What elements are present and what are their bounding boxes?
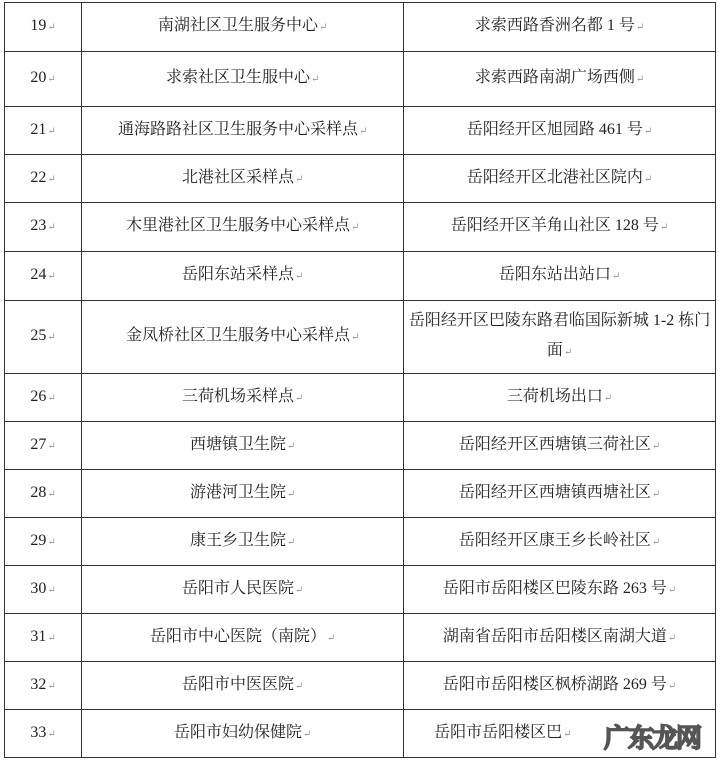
paragraph-mark-icon: ↵ — [47, 125, 56, 137]
site-name-cell — [82, 107, 404, 155]
table-row — [5, 155, 716, 203]
paragraph-mark-icon: ↵ — [47, 488, 56, 500]
paragraph-mark-icon: ↵ — [47, 22, 56, 33]
site-address: 岳阳市岳阳楼区枫桥湖路 269 号 — [442, 675, 667, 693]
row-number-cell — [5, 518, 82, 566]
site-name-cell — [82, 252, 404, 301]
paragraph-mark-icon: ↵ — [563, 347, 573, 358]
row-number: 33 — [30, 723, 47, 741]
row-number-cell — [5, 470, 82, 518]
site-address: 求索西路南湖广场西侧 — [474, 69, 635, 86]
row-number-cell — [5, 662, 82, 710]
paragraph-mark-icon: ↵ — [47, 271, 56, 282]
site-address-cell — [404, 3, 716, 52]
site-name: 岳阳市妇幼保健院 — [173, 723, 302, 741]
row-number: 21 — [30, 120, 47, 138]
paragraph-mark-icon: ↵ — [667, 680, 677, 692]
table-row — [5, 52, 716, 107]
site-name: 康王乡卫生院 — [189, 531, 286, 549]
site-name: 木里港社区卫生服务中心采样点 — [125, 217, 350, 234]
row-number-cell — [5, 710, 82, 758]
row-number: 25 — [30, 327, 47, 344]
paragraph-mark-icon: ↵ — [286, 536, 296, 548]
table-row — [5, 3, 716, 52]
paragraph-mark-icon: ↵ — [47, 392, 56, 404]
site-name-cell — [82, 566, 404, 614]
paragraph-mark-icon: ↵ — [651, 488, 661, 500]
site-address-cell — [404, 155, 716, 203]
site-name-cell — [82, 518, 404, 566]
table-body — [5, 3, 716, 758]
table-row — [5, 374, 716, 422]
site-name: 南湖社区卫生服务中心 — [157, 17, 318, 34]
row-number: 32 — [30, 675, 47, 693]
site-name-cell — [82, 662, 404, 710]
paragraph-mark-icon: ↵ — [326, 632, 336, 644]
paragraph-mark-icon: ↵ — [635, 74, 645, 85]
site-address-cell — [404, 614, 716, 662]
testing-sites-table — [4, 2, 716, 758]
row-number: 31 — [30, 627, 47, 645]
paragraph-mark-icon: ↵ — [47, 440, 56, 452]
site-address-cell — [404, 470, 716, 518]
table-row — [5, 566, 716, 614]
table-row — [5, 614, 716, 662]
paragraph-mark-icon: ↵ — [47, 173, 56, 185]
row-number-cell — [5, 203, 82, 252]
paragraph-mark-icon: ↵ — [350, 222, 360, 233]
site-address-cell — [404, 662, 716, 710]
site-name-cell — [82, 422, 404, 470]
table-row — [5, 252, 716, 301]
site-address: 湖南省岳阳市岳阳楼区南湖大道 — [442, 627, 667, 645]
row-number: 23 — [30, 217, 47, 234]
site-address-cell — [404, 301, 716, 374]
paragraph-mark-icon: ↵ — [350, 332, 360, 343]
row-number-cell — [5, 301, 82, 374]
site-address: 岳阳经开区西塘镇三荷社区 — [458, 435, 651, 453]
site-name-cell — [82, 301, 404, 374]
site-name: 求索社区卫生服中心 — [165, 69, 310, 86]
row-number-cell — [5, 374, 82, 422]
paragraph-mark-icon: ↵ — [294, 271, 304, 282]
site-name-cell — [82, 374, 404, 422]
site-name: 北港社区采样点 — [181, 168, 294, 186]
row-number-cell — [5, 52, 82, 107]
site-address-cell — [404, 374, 716, 422]
paragraph-mark-icon: ↵ — [603, 392, 613, 404]
row-number: 20 — [30, 69, 47, 86]
row-number-cell — [5, 155, 82, 203]
paragraph-mark-icon: ↵ — [294, 680, 304, 692]
paragraph-mark-icon: ↵ — [563, 728, 572, 740]
site-address-cell — [404, 52, 716, 107]
site-name-cell — [82, 52, 404, 107]
paragraph-mark-icon: ↵ — [286, 488, 296, 500]
site-address: 三荷机场出口 — [506, 387, 603, 405]
site-name-cell — [82, 203, 404, 252]
site-name-cell — [82, 155, 404, 203]
site-address: 岳阳经开区羊角山社区 128 号 — [450, 217, 659, 234]
paragraph-mark-icon: ↵ — [635, 22, 645, 33]
row-number-cell — [5, 614, 82, 662]
paragraph-mark-icon: ↵ — [302, 728, 312, 740]
paragraph-mark-icon: ↵ — [47, 584, 56, 596]
paragraph-mark-icon: ↵ — [47, 728, 56, 740]
row-number: 28 — [30, 483, 47, 501]
site-address-cell — [404, 422, 716, 470]
paragraph-mark-icon: ↵ — [318, 22, 328, 33]
site-address: 岳阳市岳阳楼区巴 — [434, 723, 563, 741]
row-number-cell — [5, 107, 82, 155]
paragraph-mark-icon: ↵ — [358, 125, 368, 137]
paragraph-mark-icon: ↵ — [47, 632, 56, 644]
row-number: 27 — [30, 435, 47, 453]
site-address: 岳阳市岳阳楼区巴陵东路 263 号 — [442, 579, 667, 597]
paragraph-mark-icon: ↵ — [651, 440, 661, 452]
site-name-cell — [82, 470, 404, 518]
paragraph-mark-icon: ↵ — [667, 632, 677, 644]
site-name: 西塘镇卫生院 — [189, 435, 286, 453]
row-number-cell — [5, 252, 82, 301]
paragraph-mark-icon: ↵ — [651, 536, 661, 548]
site-name: 金凤桥社区卫生服务中心采样点 — [125, 327, 350, 344]
site-address-cell — [404, 252, 716, 301]
table-row — [5, 422, 716, 470]
site-address: 岳阳经开区巴陵东路君临国际新城 1-2 栋门面 — [408, 312, 711, 359]
site-name-cell — [82, 3, 404, 52]
site-address: 岳阳经开区北港社区院内 — [466, 168, 643, 186]
row-number-cell — [5, 566, 82, 614]
paragraph-mark-icon: ↵ — [47, 222, 56, 233]
site-name: 三荷机场采样点 — [181, 387, 294, 405]
watermark-logo: 广东龙网 — [604, 724, 701, 754]
row-number: 19 — [30, 17, 47, 34]
row-number: 22 — [30, 168, 47, 186]
paragraph-mark-icon: ↵ — [47, 74, 56, 85]
site-address: 岳阳经开区康王乡长岭社区 — [458, 531, 651, 549]
site-name: 岳阳市中医医院 — [181, 675, 294, 693]
paragraph-mark-icon: ↵ — [643, 173, 653, 185]
site-address: 岳阳东站出站口 — [498, 266, 611, 283]
paragraph-mark-icon: ↵ — [611, 271, 621, 282]
site-name-cell — [82, 614, 404, 662]
row-number: 30 — [30, 579, 47, 597]
site-address-cell — [404, 203, 716, 252]
paragraph-mark-icon: ↵ — [659, 222, 669, 233]
paragraph-mark-icon: ↵ — [294, 173, 304, 185]
table-row — [5, 470, 716, 518]
site-address: 求索西路香洲名都 1 号 — [474, 17, 635, 34]
table-row — [5, 662, 716, 710]
site-address: 岳阳经开区西塘镇西塘社区 — [458, 483, 651, 501]
paragraph-mark-icon: ↵ — [643, 125, 653, 137]
paragraph-mark-icon: ↵ — [294, 584, 304, 596]
paragraph-mark-icon: ↵ — [47, 680, 56, 692]
site-name: 岳阳市人民医院 — [181, 579, 294, 597]
row-number-cell — [5, 422, 82, 470]
table-row — [5, 518, 716, 566]
row-number-cell — [5, 3, 82, 52]
site-name: 岳阳市中心医院（南院） — [149, 627, 326, 645]
paragraph-mark-icon: ↵ — [310, 74, 320, 85]
site-name-cell — [82, 710, 404, 758]
row-number: 26 — [30, 387, 47, 405]
row-number: 29 — [30, 531, 47, 549]
table-row — [5, 203, 716, 252]
paragraph-mark-icon: ↵ — [47, 536, 56, 548]
table-row — [5, 301, 716, 374]
site-name: 通海路路社区卫生服务中心采样点 — [117, 120, 358, 138]
paragraph-mark-icon: ↵ — [667, 584, 677, 596]
row-number: 24 — [30, 266, 47, 283]
site-name: 岳阳东站采样点 — [181, 266, 294, 283]
site-address-cell — [404, 518, 716, 566]
site-address-cell — [404, 566, 716, 614]
site-address-cell — [404, 107, 716, 155]
paragraph-mark-icon: ↵ — [294, 392, 304, 404]
site-address: 岳阳经开区旭园路 461 号 — [466, 120, 643, 138]
paragraph-mark-icon: ↵ — [286, 440, 296, 452]
table-row — [5, 107, 716, 155]
site-name: 游港河卫生院 — [189, 483, 286, 501]
paragraph-mark-icon: ↵ — [47, 332, 56, 343]
